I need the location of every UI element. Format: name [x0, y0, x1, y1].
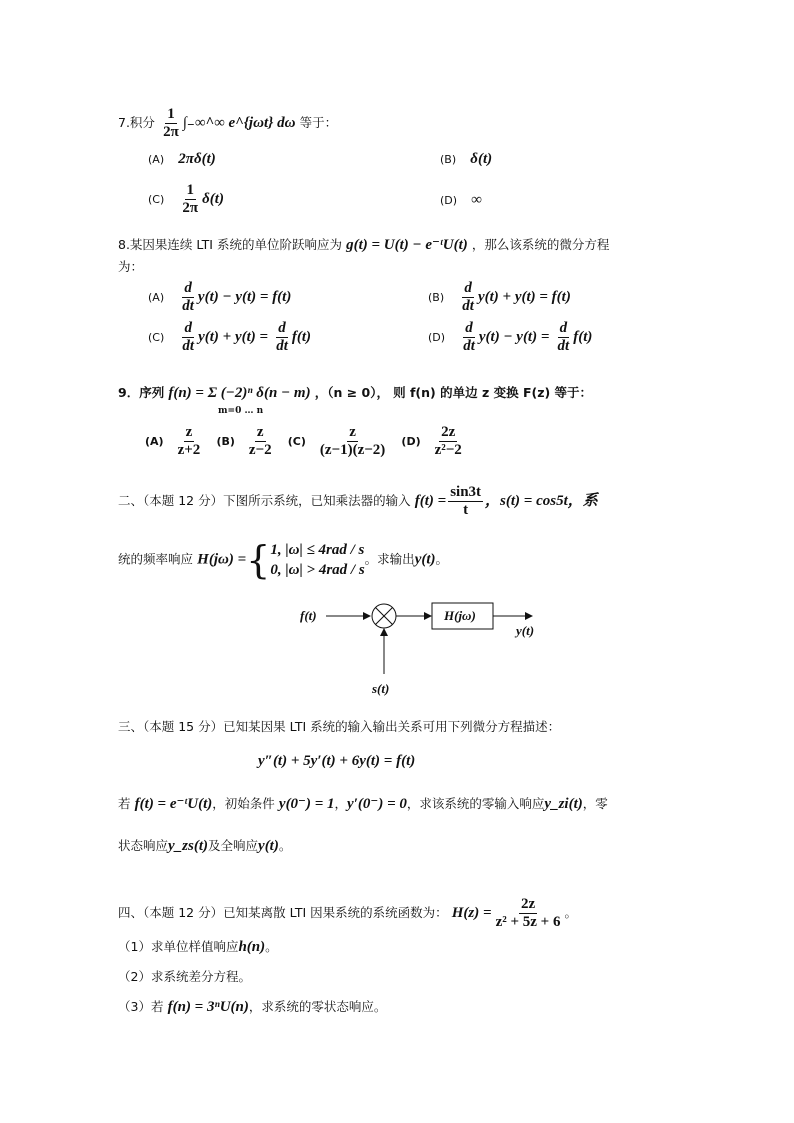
- q9-option-a: $\frac{z}{z+2}$: [177, 424, 201, 458]
- q9-options: (A) $\frac{z}{z+2}$ (B) $\frac{z}{z-2}$ (C) $\frac{z}{(z-1)(z-2)}$ (D) $\frac{2z}{\text{z²−2}}$: [145, 424, 462, 458]
- diagram-input-label: f(t): [300, 608, 317, 623]
- q7-option-c: (C) $\frac{1}{2\pi}$ δ(t): [148, 182, 224, 216]
- q9-option-c: $\frac{z}{(z-1)(z-2)}$: [319, 424, 386, 458]
- diagram-output-label: y(t): [516, 623, 535, 638]
- q9-sum-limits: m=0 … n: [218, 406, 264, 416]
- q8-option-d: (D) $\frac{d}{dt}$ y(t) − y(t) = $\frac{d}{dt}$ f(t): [428, 320, 593, 354]
- q7-option-b: (B) δ(t): [440, 151, 493, 167]
- q7-option-d: (D) ∞: [440, 192, 482, 208]
- s3-heading: 三、（本题 15 分）已知某因果 LTI 系统的输入输出关系可用下列微分方程描述：: [118, 719, 561, 734]
- q8-option-b: (B) $\frac{d}{dt}$ y(t) + y(t) = f(t): [428, 280, 571, 314]
- s3-equation: y″(t) + 5y′(t) + 6y(t) = f(t): [258, 753, 416, 769]
- q9-sequence: f(n) = Σ (−2)ⁿ δ(n − m): [168, 385, 311, 401]
- piecewise-brace: {: [246, 538, 271, 582]
- s4-item-1: （1）求单位样值响应h(n)。: [118, 939, 278, 955]
- q7-prefix: 7.积分: [118, 115, 155, 130]
- diagram-carrier-label: s(t): [372, 681, 390, 696]
- s4-item-3: （3）若 f(n) = 3ⁿU(n)，求系统的零状态响应。: [118, 999, 387, 1015]
- s3-line1: 若 f(t) = e⁻ᵗU(t)，初始条件 y(0⁻) = 1，y′(0⁻) = 0，求该系统的零输入响应y_zi(t)，零: [118, 796, 608, 812]
- q7-fraction: $\frac{1}{2\pi}$: [163, 106, 179, 140]
- q9-option-b: $\frac{z}{z-2}$: [248, 424, 272, 458]
- s2-heading: 二、（本题 12 分）下图所示系统，已知乘法器的输入 f(t) = $\frac{\sin 3t}{t}$ ，s(t) = cos5t，系: [118, 484, 598, 518]
- s4-H-fraction: $\frac{2z}{\text{z² + 5z + 6}}$: [495, 896, 561, 930]
- q8-option-c: (C) $\frac{d}{dt}$ y(t) + y(t) = $\frac{d}{dt}$ f(t): [148, 320, 312, 354]
- diagram-block-label: H(jω): [444, 608, 476, 623]
- q8-stem-line2: 为：: [118, 259, 144, 274]
- q7-suffix: 等于：: [299, 115, 338, 130]
- s3-line2: 状态响应y_zs(t)及全响应y(t)。: [118, 838, 292, 854]
- q8-stem: 8.某因果连续 LTI 系统的单位阶跃响应为 g(t) = U(t) − e⁻ᵗU(t) ，那么该系统的微分方程: [118, 237, 610, 253]
- q9-stem: 9．序列 f(n) = Σ (−2)ⁿ δ(n − m) ，（n ≥ 0）， 则 f(n) 的单边 z 变换 F(z) 等于：: [118, 385, 593, 401]
- q8-step-response: g(t) = U(t) − e⁻ᵗU(t): [346, 237, 468, 253]
- s2-f-fraction: $\frac{\sin 3t}{t}$: [450, 484, 482, 518]
- s4-item-2: （2）求系统差分方程。: [118, 969, 251, 984]
- q7-option-a: (A) 2πδ(t): [148, 151, 216, 167]
- q8-option-a: (A) $\frac{d}{dt}$ y(t) − y(t) = f(t): [148, 280, 292, 314]
- s2-cases: 1, |ω| ≤ 4rad / s 0, |ω| > 4rad / s: [270, 542, 365, 578]
- q7-integral: ∫₋∞^∞ e^{jωt} dω: [182, 115, 296, 131]
- q9-option-d: $\frac{2z}{\text{z²−2}}$: [434, 424, 462, 458]
- s4-heading: 四、（本题 12 分）已知某离散 LTI 因果系统的系统函数为： H(z) = $\frac{2z}{\text{z² + 5z + 6}}$ 。: [118, 896, 577, 930]
- s2-line2: 统的频率响应 H(jω) ={ 1, |ω| ≤ 4rad / s 0, |ω| > 4rad / s 。求输出y(t)。: [118, 538, 449, 582]
